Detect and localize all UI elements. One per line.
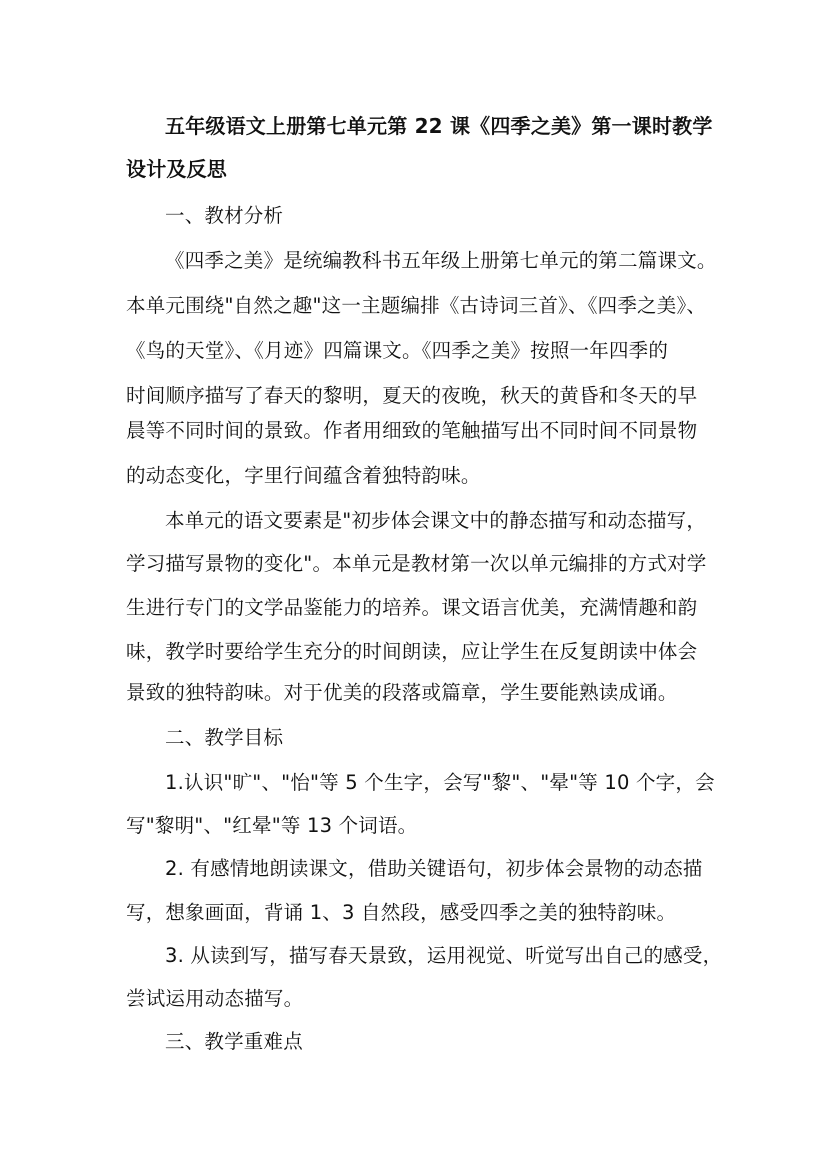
section-heading-materials: 一、教材分析 (165, 204, 284, 227)
paragraph-line: 《四季之美》是统编教科书五年级上册第七单元的第二篇课文。 (165, 249, 717, 272)
paragraph-line: 味，教学时要给学生充分的时间朗读，应让学生在反复朗读中体会 (126, 640, 698, 663)
paragraph-line: 本单元围绕"自然之趣"这一主题编排《古诗词三首》、《四季之美》、 (126, 294, 707, 317)
paragraph-line: 晨等不同时间的景致。作者用细致的笔触描写出不同时间不同景物 (126, 419, 698, 442)
section-heading-key-points: 三、教学重难点 (165, 1030, 303, 1053)
paragraph-line: 生进行专门的文学品鉴能力的培养。课文语言优美，充满情趣和韵 (126, 596, 698, 619)
goal-line: 写，想象画面，背诵 1、3 自然段，感受四季之美的独特韵味。 (126, 901, 677, 924)
paragraph-line: 本单元的语文要素是"初步体会课文中的静态描写和动态描写， (165, 509, 707, 532)
goal-line: 2. 有感情地朗读课文，借助关键语句，初步体会景物的动态描 (165, 857, 703, 880)
paragraph-line: 景致的独特韵味。对于优美的段落或篇章，学生要能熟读成诵。 (126, 681, 678, 704)
paragraph-line: 的动态变化，字里行间蕴含着独特韵味。 (126, 464, 481, 487)
document-title-line-2: 设计及反思 (126, 157, 227, 181)
paragraph-line: 时间顺序描写了春天的黎明，夏天的夜晚，秋天的黄昏和冬天的早 (126, 384, 698, 407)
paragraph-line: 《鸟的天堂》、《月迹》四篇课文。《四季之美》按照一年四季的 (126, 339, 669, 362)
document-title-line-1: 五年级语文上册第七单元第 22 课《四季之美》第一课时教学 (165, 114, 713, 138)
goal-line: 写"黎明"、"红晕"等 13 个词语。 (126, 814, 418, 837)
goal-line: 1.认识"旷"、"怡"等 5 个生字，会写"黎"、"晕"等 10 个字，会 (165, 771, 715, 794)
goal-line: 尝试运用动态描写。 (126, 987, 304, 1010)
paragraph-line: 学习描写景物的变化"。本单元是教材第一次以单元编排的方式对学 (126, 552, 707, 575)
section-heading-goals: 二、教学目标 (165, 726, 284, 749)
goal-line: 3. 从读到写，描写春天景致，运用视觉、听觉写出自己的感受， (165, 944, 723, 967)
